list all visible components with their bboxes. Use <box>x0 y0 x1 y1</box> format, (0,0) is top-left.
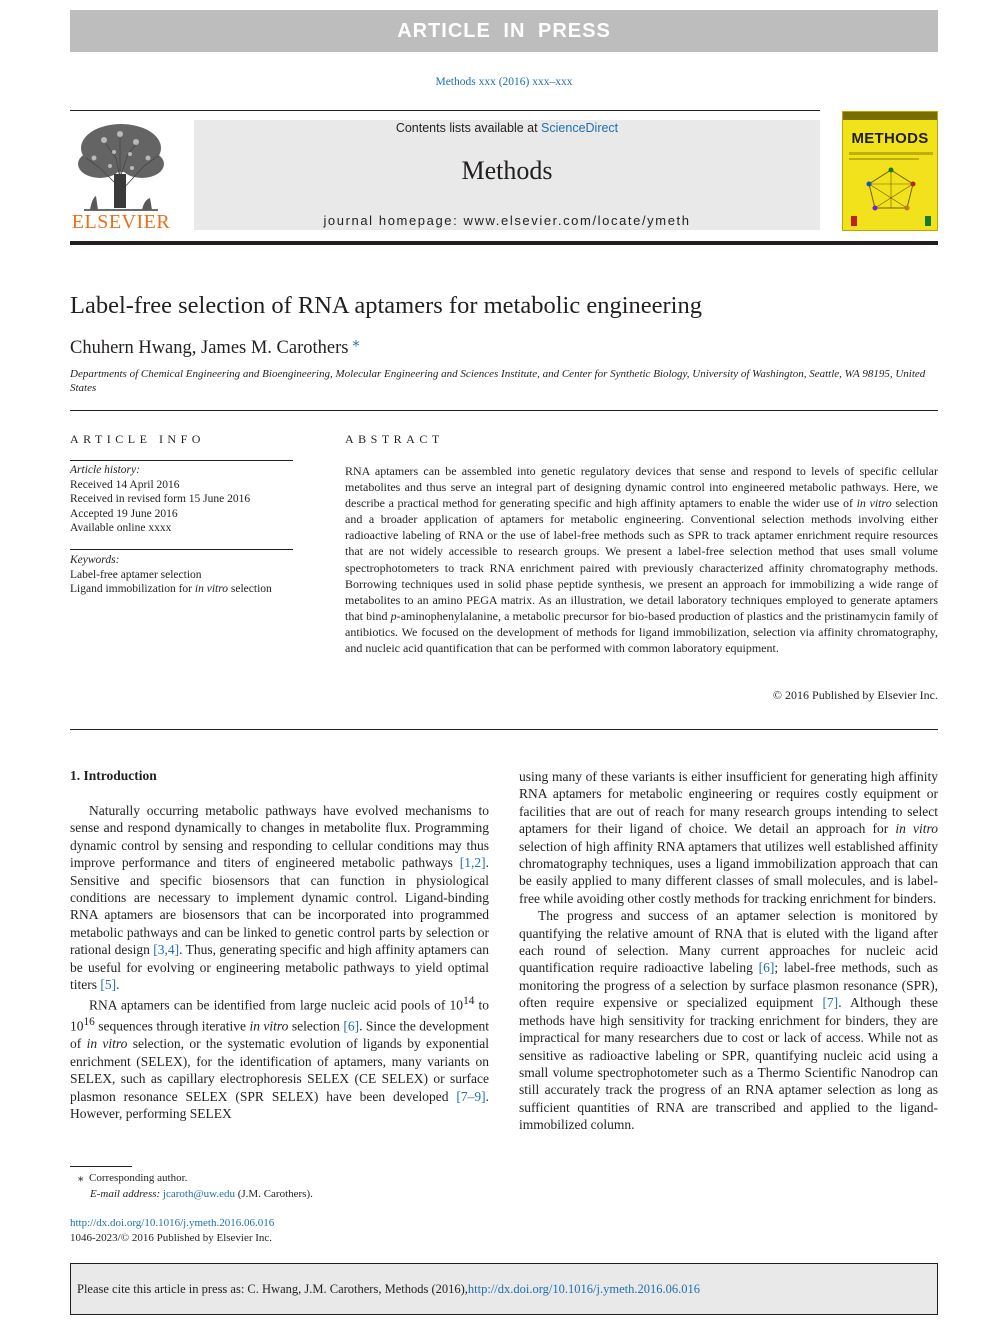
keywords-rule <box>70 549 293 550</box>
citation-link[interactable]: [7–9] <box>456 1088 486 1104</box>
citation-link[interactable]: [1,2] <box>459 855 486 871</box>
cover-title: METHODS <box>851 130 929 147</box>
keywords <box>70 553 293 597</box>
article-title: Label-free selection of RNA aptamers for metabolic engineering <box>70 292 702 319</box>
doi-link[interactable]: http://dx.doi.org/10.1016/j.ymeth.2016.06.016 <box>70 1217 275 1229</box>
article-info-rule <box>70 460 293 461</box>
citation-link[interactable]: [3,4] <box>153 942 180 958</box>
abstract-copyright: © 2016 Published by Elsevier Inc. <box>772 688 938 702</box>
paragraph: The progress and success of an aptamer selection is monitored by quantifying the relative amount of RNA that is eluted with the ligand after each round of selection. Many current approaches for nucleic acid quantification require radioactive labeling [6]; label-free methods, such as monitoring the progress of a selection by surface plasmon resonance (SPR), often require expensive or specialized equipment [7]. Although these methods have high sensitivity for tracking enrichment for binders, they are impractical for many researchers due to cost or lack of access. While not as sensitive as radioactive labeling or SPR, quantifying nucleic acid using a small volume spectrophotometer such as a Thermo Scientific Nanodrop can still accurately track the progress of an RNA aptamer selection as long as sufficient quantities of RNA are transcribed and applied to the ligand-immobilized column. <box>519 908 938 1133</box>
citation-doi-link[interactable]: http://dx.doi.org/10.1016/j.ymeth.2016.06.016 <box>467 1281 700 1296</box>
journal-cover-thumbnail <box>842 111 938 231</box>
paragraph: using many of these variants is either insufficient for generating high affinity RNA aptamers for metabolic engineering or requires costly equipment or facilities that are out of reach for many research groups intending to select aptamers for their ligand of choice. We detail an approach for in vitro selection of high affinity RNA aptamers that utilizes well established affinity chromatography techniques, uses a ligand immobilization approach that can be easily applied to many different classes of small molecules, and is label-free while avoiding other costly methods for tracking enrichment for binders. <box>519 769 938 906</box>
elsevier-wordmark: ELSEVIER <box>71 211 171 233</box>
email-link[interactable]: jcaroth@uw.edu <box>162 1188 235 1200</box>
abstract-text: RNA aptamers can be assembled into genetic regulatory devices that sense and respond to levels of specific cellular metabolites and thus serve an integral part of designing dynamic control into engineered metabolic pathways. Here, we describe a practical method for generating specific and high affinity aptamers to enable the wider use of in vitro selection and a broader application of aptamers for metabolic engineering. Conventional selection methods involving either radioactive labeling of RNA or the use of label-free methods such as SPR to track aptamer enrichment require resources that are not widely accessible to research groups. We present a label-free selection method that uses small volume spectrophotometers to track RNA enrichment paired with previously characterized affinity chromatography methods. Borrowing techniques used in solid phase peptide synthesis, we present an approach for immobilizing a wide range of metabolites to an amino PEGA matrix. As an illustration, we detail laboratory techniques employed to generate aptamers that bind p-aminophenylalanine, a metabolic precursor for bio-based production of plastics and the pristinamycin family of antibiotics. We focused on the development of methods for ligand immobilization, selection via affinity chromatography, and nucleic acid quantification that can be performed with common laboratory equipment. <box>345 464 939 656</box>
citation-link[interactable]: [6] <box>758 960 775 976</box>
article-history <box>70 463 293 536</box>
email-note: E-mail address: jcaroth@uw.edu (J.M. Carothers). <box>90 1188 313 1200</box>
citation-link[interactable]: [7] <box>822 995 839 1011</box>
journal-homepage[interactable]: journal homepage: www.elsevier.com/locate/ymeth <box>323 213 691 228</box>
journal-reference-link[interactable]: Methods xxx (2016) xxx–xxx <box>435 76 573 88</box>
article-history-label: Article history: <box>70 464 140 476</box>
abstract-heading: ABSTRACT <box>345 432 444 446</box>
history-revised: Received in revised form 15 June 2016 <box>70 493 251 506</box>
journal-name: Methods <box>461 156 553 185</box>
article-info-heading: ARTICLE INFO <box>70 432 205 446</box>
history-online: Available online xxxx <box>70 522 172 535</box>
title-rule <box>70 410 938 411</box>
paragraph: Naturally occurring metabolic pathways have evolved mechanisms to sense and respond dynamically to changes in metabolite flux. Programming dynamic control by sensing and responding to cellular conditions may thus improve performance and titers of engineered metabolic pathways [1,2]. Sensitive and specific biosensors that can function in physiological conditions are necessary to implement dynamic control. Ligand-binding RNA aptamers are biosensors that can be incorporated into programmed metabolic pathways and can be linked to genetic control parts by selection or rational design [3,4]. Thus, generating specific and high affinity aptamers can be useful for evolving or engineering metabolic pathways to yield optimal titers [5]. <box>70 803 490 993</box>
keyword: Label-free aptamer selection <box>70 568 202 581</box>
article-in-press-banner: ARTICLE IN PRESS <box>70 10 938 52</box>
section-heading-introduction: 1. Introduction <box>70 768 157 783</box>
corresponding-author-note: ⁎ Corresponding author. <box>78 1172 188 1184</box>
keyword: Ligand immobilization for in vitro selection <box>70 583 272 596</box>
issn-line: 1046-2023/© 2016 Published by Elsevier Inc. <box>70 1232 273 1244</box>
body-column-right <box>519 768 938 1134</box>
paragraph: RNA aptamers can be identified from large nucleic acid pools of $10^{14}$ to $10^{16}$ sequences through iterative in vitro selection [6]. Since the development of in vitro selection, or the systematic evolution of ligands by exponential enrichment (SELEX), for the identification of aptamers, many variants on SELEX, such as capillary electrophoresis SELEX (CE SELEX) or surface plasmon resonance SELEX (SPR SELEX) have been developed [7–9]. However, performing SELEX <box>70 995 490 1121</box>
sciencedirect-link[interactable]: ScienceDirect <box>541 121 619 135</box>
history-received: Received 14 April 2016 <box>70 478 180 491</box>
author-list: Chuhern Hwang, James M. Carothers ⁎ <box>70 335 360 359</box>
body-column-left <box>70 802 489 1122</box>
keywords-label: Keywords: <box>70 554 120 566</box>
citation-link[interactable]: [5] <box>100 977 117 993</box>
masthead-rule <box>70 241 938 245</box>
footnote <box>70 1170 489 1202</box>
header-rule <box>70 110 820 111</box>
corresponding-author-mark[interactable]: ⁎ <box>352 335 360 350</box>
doi-block <box>70 1216 274 1246</box>
contents-available-line: Contents lists available at ScienceDirect <box>395 121 619 135</box>
citation-link[interactable]: [6] <box>343 1018 360 1034</box>
citation-box: Please cite this article in press as: C. Hwang, J.M. Carothers, Methods (2016), http://dx.doi.org/10.1016/j.ymeth.2016.06.016 <box>70 1263 938 1315</box>
history-accepted: Accepted 19 June 2016 <box>70 507 178 520</box>
abstract-rule <box>70 729 938 730</box>
author-affiliation: Departments of Chemical Engineering and Bioengineering, Molecular Engineering and Sciences Institute, and Center for Synthetic Biology, University of Washington, Seattle, WA 98195, United States <box>70 368 926 394</box>
footnote-rule <box>70 1166 132 1167</box>
journal-masthead <box>194 120 820 230</box>
